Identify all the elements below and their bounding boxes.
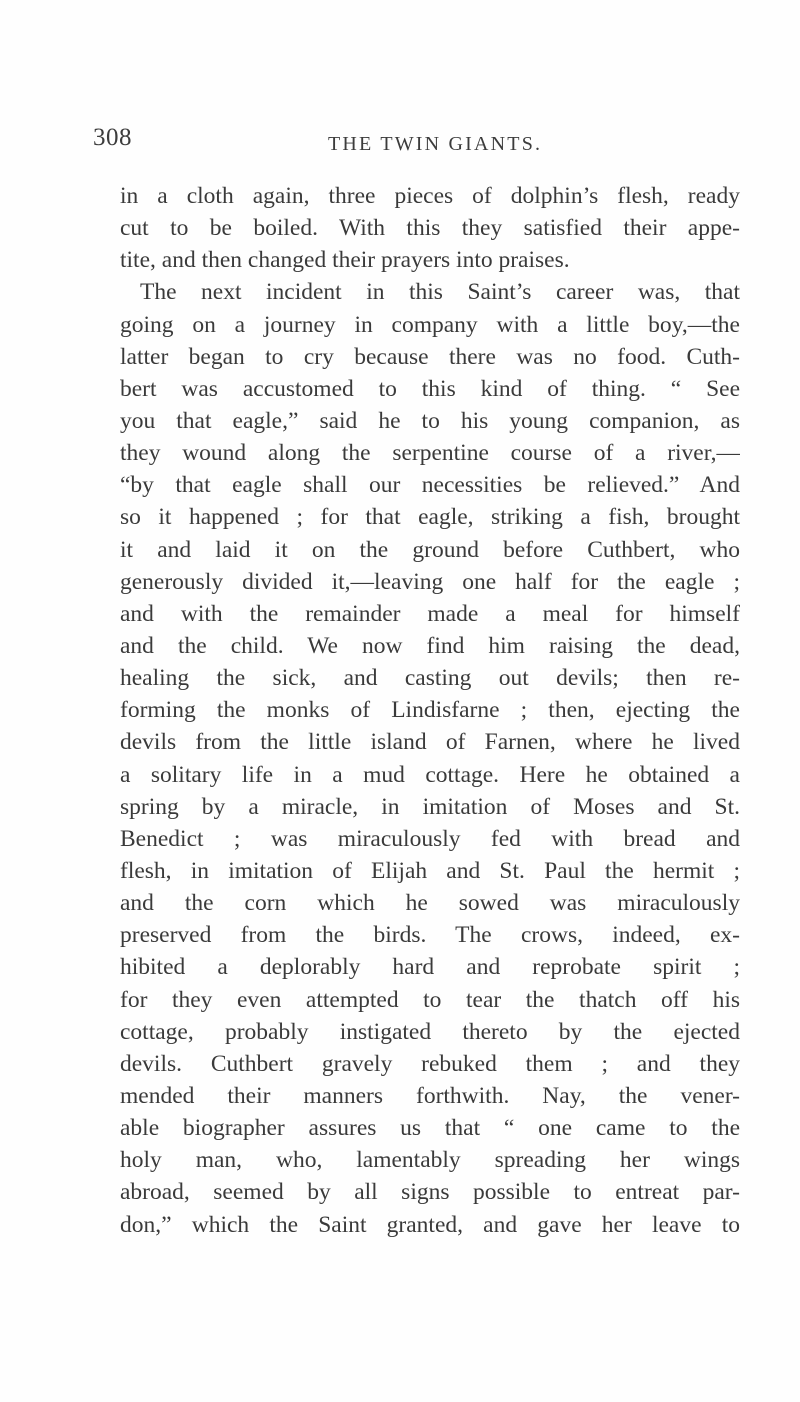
text-line: “by that eagle shall our necessities be relieved.” And [120,472,740,499]
text-line: flesh, in imitation of Elijah and St. Paul the hermit ; [120,857,740,884]
text-line: Benedict ; was miraculously fed with bread and [120,825,740,852]
text-line: latter began to cry because there was no food. Cuth- [120,343,740,370]
text-line: bert was accustomed to this kind of thing. “ See [120,375,740,402]
text-line: healing the sick, and casting out devils; then re- [120,665,740,692]
text-line: able biographer assures us that “ one came to the [120,1115,740,1142]
running-title: THE TWIN GIANTS. [328,133,543,155]
text-line: mended their manners forthwith. Nay, the vener- [120,1082,740,1109]
text-line: cottage, probably instigated thereto by the ejected [120,1018,740,1045]
text-line: holy man, who, lamentably spreading her wings [120,1147,740,1174]
text-line: a solitary life in a mud cottage. Here he obtained a [120,761,740,788]
text-line: devils from the little island of Farnen, where he lived [120,729,740,756]
paragraph-start-line: The next incident in this Saint’s career was, that [140,279,740,306]
text-line: you that eagle,” said he to his young companion, as [120,407,740,434]
text-line: and the corn which he sowed was miraculously [120,890,740,917]
text-line: cut to be boiled. With this they satisfied their appe- [120,215,740,242]
text-line: for they even attempted to tear the thatch off his [120,986,740,1013]
text-line: and the child. We now find him raising the dead, [120,632,740,659]
text-line: and with the remainder made a meal for himself [120,600,740,627]
text-line: devils. Cuthbert gravely rebuked them ; and they [120,1050,740,1077]
text-line: it and laid it on the ground before Cuthbert, who [120,536,740,563]
text-line: generously divided it,—leaving one half for the eagle ; [120,568,740,595]
text-line: hibited a deplorably hard and reprobate spirit ; [120,954,740,981]
text-line: tite, and then changed their prayers into praises. [120,247,570,274]
text-line: going on a journey in company with a little boy,—the [120,311,740,338]
text-line: so it happened ; for that eagle, striking a fish, brought [120,504,740,531]
text-line: in a cloth again, three pieces of dolphin’s flesh, ready [120,183,740,209]
body-text [120,180,740,1241]
text-line: abroad, seemed by all signs possible to entreat par- [120,1179,740,1206]
text-line: forming the monks of Lindisfarne ; then, ejecting the [120,697,740,724]
page-number: 308 [93,124,132,151]
text-line: preserved from the birds. The crows, indeed, ex- [120,922,740,949]
text-line: they wound along the serpentine course of a river,— [120,440,740,467]
text-line: spring by a miracle, in imitation of Moses and St. [120,793,740,820]
text-line: don,” which the Saint granted, and gave her leave to [120,1211,740,1238]
